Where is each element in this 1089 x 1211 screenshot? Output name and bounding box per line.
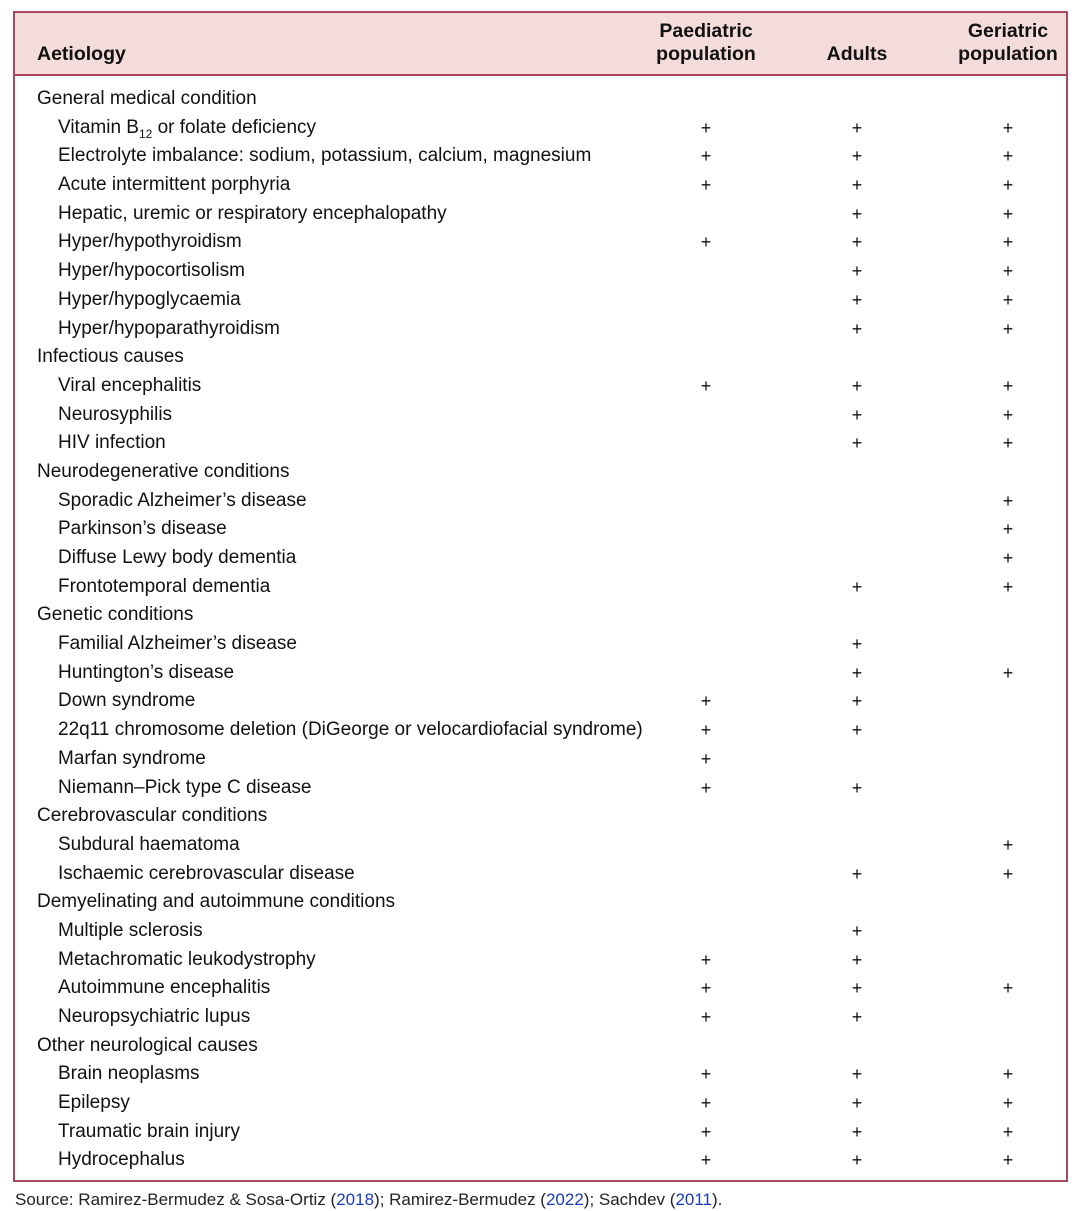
geriatric-mark: + [1002, 1121, 1014, 1142]
paediatric-mark: + [700, 1121, 712, 1142]
adults-mark: + [851, 920, 863, 941]
geriatric-mark: + [1002, 261, 1014, 282]
row-label-subscript: 12 [138, 126, 153, 141]
category-row [15, 458, 1066, 487]
table-row [15, 1060, 1066, 1089]
paediatric-mark: + [700, 691, 712, 712]
source-suffix: ). [712, 1190, 723, 1209]
geriatric-mark: + [1002, 289, 1014, 310]
category-row [15, 1032, 1066, 1061]
table-row [15, 946, 1066, 975]
source-prefix: Source: Ramirez-Bermudez & Sosa-Ortiz ( [15, 1190, 337, 1209]
adults-mark: + [851, 175, 863, 196]
row-label-text: Vitamin B [58, 116, 139, 138]
row-label: Brain neoplasms [58, 1063, 200, 1085]
paediatric-mark: + [700, 146, 712, 167]
geriatric-mark: + [1002, 404, 1014, 425]
source-ref-link[interactable]: 2011 [675, 1190, 712, 1209]
table-row [15, 774, 1066, 803]
geriatric-mark: + [1002, 232, 1014, 253]
row-label-text: or folate deficiency [152, 116, 317, 138]
table-row [15, 1003, 1066, 1032]
geriatric-mark: + [1002, 978, 1014, 999]
paediatric-mark: + [700, 1150, 712, 1171]
adults-mark: + [851, 1150, 863, 1171]
table-row [15, 745, 1066, 774]
table-row [15, 515, 1066, 544]
row-label: Sporadic Alzheimer’s disease [58, 489, 307, 511]
category-row [15, 601, 1066, 630]
category-row [15, 802, 1066, 831]
header-geriatric-line2: population [958, 43, 1058, 65]
row-label: HIV infection [58, 432, 166, 454]
adults-mark: + [851, 1093, 863, 1114]
row-label: Viral encephalitis [58, 374, 202, 396]
geriatric-mark: + [1002, 203, 1014, 224]
source-note [15, 1189, 722, 1211]
category-row [15, 888, 1066, 917]
table-row [15, 171, 1066, 200]
paediatric-mark: + [700, 1064, 712, 1085]
row-label: Diffuse Lewy body dementia [58, 547, 297, 568]
header-paediatric-line2: population [656, 43, 756, 65]
table-row [15, 1118, 1066, 1147]
header-aetiology-label: Aetiology [37, 43, 126, 65]
geriatric-mark: + [1002, 863, 1014, 884]
adults-mark: + [851, 777, 863, 798]
adults-mark: + [851, 634, 863, 655]
adults-mark: + [851, 117, 863, 138]
table-row [15, 487, 1066, 516]
category-label: Genetic conditions [37, 604, 194, 626]
geriatric-mark: + [1002, 117, 1014, 138]
adults-mark: + [851, 203, 863, 224]
adults-mark: + [851, 1121, 863, 1142]
paediatric-mark: + [700, 720, 712, 741]
adults-mark: + [851, 261, 863, 282]
row-label: Down syndrome [58, 690, 196, 712]
adults-mark: + [851, 146, 863, 167]
adults-mark: + [851, 375, 863, 396]
header-adults [772, 43, 942, 66]
row-label: Hydrocephalus [58, 1149, 185, 1171]
table-row [15, 573, 1066, 602]
row-label: Hyper/hypothyroidism [58, 231, 242, 253]
row-label: Epilepsy [58, 1092, 130, 1114]
row-label: Multiple sclerosis [58, 919, 203, 941]
table-row [15, 372, 1066, 401]
header-paediatric [621, 20, 791, 66]
paediatric-mark: + [700, 1093, 712, 1114]
row-label: Hyper/hypoparathyroidism [58, 317, 280, 339]
header-geriatric [923, 20, 1089, 66]
paediatric-mark: + [700, 1007, 712, 1027]
paediatric-mark: + [700, 232, 712, 253]
geriatric-mark: + [1002, 519, 1014, 540]
category-label: Other neurological causes [37, 1034, 258, 1056]
table-header [15, 13, 1066, 76]
category-row [15, 343, 1066, 372]
header-paediatric-line1: Paediatric [659, 20, 753, 42]
category-label: Cerebrovascular conditions [37, 805, 268, 827]
geriatric-mark: + [1002, 175, 1014, 196]
row-label: Neurosyphilis [58, 403, 173, 425]
table-row [15, 659, 1066, 688]
paediatric-mark: + [700, 978, 712, 999]
adults-mark: + [851, 662, 863, 683]
source-text: ); Sachdev ( [583, 1190, 676, 1209]
paediatric-mark: + [700, 777, 712, 798]
table-row [15, 114, 1066, 143]
table-row [15, 544, 1066, 573]
table-row [15, 315, 1066, 344]
row-label: 22q11 chromosome deletion (DiGeorge or velocardiofacial syndrome) [58, 719, 643, 741]
table-row [15, 687, 1066, 716]
geriatric-mark: + [1002, 662, 1014, 683]
geriatric-mark: + [1002, 490, 1014, 511]
row-label: Parkinson’s disease [58, 518, 227, 540]
row-label: Familial Alzheimer’s disease [58, 633, 298, 655]
geriatric-mark: + [1002, 318, 1014, 339]
paediatric-mark: + [700, 949, 712, 970]
adults-mark: + [851, 1064, 863, 1085]
table-row [15, 429, 1066, 458]
category-row [15, 85, 1066, 114]
table-body [15, 85, 1066, 1175]
row-label: Acute intermittent porphyria [58, 174, 291, 196]
geriatric-mark: + [1002, 1150, 1014, 1171]
row-label: Huntington’s disease [58, 661, 235, 683]
table-row [15, 716, 1066, 745]
source-text: ); Ramirez-Bermudez ( [374, 1190, 546, 1209]
row-label: Niemann–Pick type C disease [58, 776, 312, 798]
aetiology-table [13, 11, 1068, 1182]
table-row [15, 860, 1066, 889]
header-geriatric-line1: Geriatric [967, 20, 1049, 42]
row-label: Hyper/hypoglycaemia [58, 288, 241, 310]
row-label: Subdural haematoma [58, 833, 240, 855]
source-ref-link[interactable]: 2022 [545, 1190, 584, 1209]
category-label: Demyelinating and autoimmune conditions [37, 891, 396, 913]
table-row [15, 257, 1066, 286]
row-label: Marfan syndrome [58, 747, 206, 769]
row-label: Neuropsychiatric lupus [58, 1006, 251, 1027]
table-row [15, 286, 1066, 315]
row-label: Ischaemic cerebrovascular disease [58, 862, 355, 884]
row-label: Metachromatic leukodystrophy [58, 948, 316, 970]
adults-mark: + [851, 318, 863, 339]
category-label: Neurodegenerative conditions [37, 460, 290, 482]
geriatric-mark: + [1002, 834, 1014, 855]
adults-mark: + [851, 433, 863, 454]
row-label: Traumatic brain injury [58, 1120, 240, 1142]
header-aetiology [37, 43, 126, 66]
table-row [15, 974, 1066, 1003]
source-ref-link[interactable]: 2018 [336, 1190, 375, 1209]
table-row [15, 917, 1066, 946]
geriatric-mark: + [1002, 146, 1014, 167]
paediatric-mark: + [700, 175, 712, 196]
adults-mark: + [851, 576, 863, 597]
table-row [15, 1089, 1066, 1118]
adults-mark: + [851, 1007, 863, 1027]
adults-mark: + [851, 232, 863, 253]
row-label: Electrolyte imbalance: sodium, potassium, calcium, magnesium [58, 145, 592, 167]
geriatric-mark: + [1002, 1093, 1014, 1114]
row-label [58, 114, 316, 143]
geriatric-mark: + [1002, 576, 1014, 597]
geriatric-mark: + [1002, 433, 1014, 454]
header-adults-label: Adults [826, 43, 888, 65]
adults-mark: + [851, 949, 863, 970]
table-row [15, 228, 1066, 257]
geriatric-mark: + [1002, 1064, 1014, 1085]
table-row [15, 831, 1066, 860]
category-label: General medical condition [37, 88, 257, 109]
table-row [15, 630, 1066, 659]
paediatric-mark: + [700, 748, 712, 769]
table-row [15, 142, 1066, 171]
row-label: Hepatic, uremic or respiratory encephalopathy [58, 202, 447, 224]
adults-mark: + [851, 404, 863, 425]
paediatric-mark: + [700, 117, 712, 138]
row-label: Hyper/hypocortisolism [58, 260, 245, 282]
row-label: Autoimmune encephalitis [58, 977, 271, 999]
paediatric-mark: + [700, 375, 712, 396]
table-row [15, 1146, 1066, 1175]
category-label: Infectious causes [37, 346, 184, 368]
adults-mark: + [851, 289, 863, 310]
geriatric-mark: + [1002, 375, 1014, 396]
adults-mark: + [851, 720, 863, 741]
geriatric-mark: + [1002, 548, 1014, 568]
row-label: Frontotemporal dementia [58, 575, 271, 597]
table-row [15, 401, 1066, 430]
table-row [15, 200, 1066, 229]
adults-mark: + [851, 863, 863, 884]
adults-mark: + [851, 978, 863, 999]
adults-mark: + [851, 691, 863, 712]
